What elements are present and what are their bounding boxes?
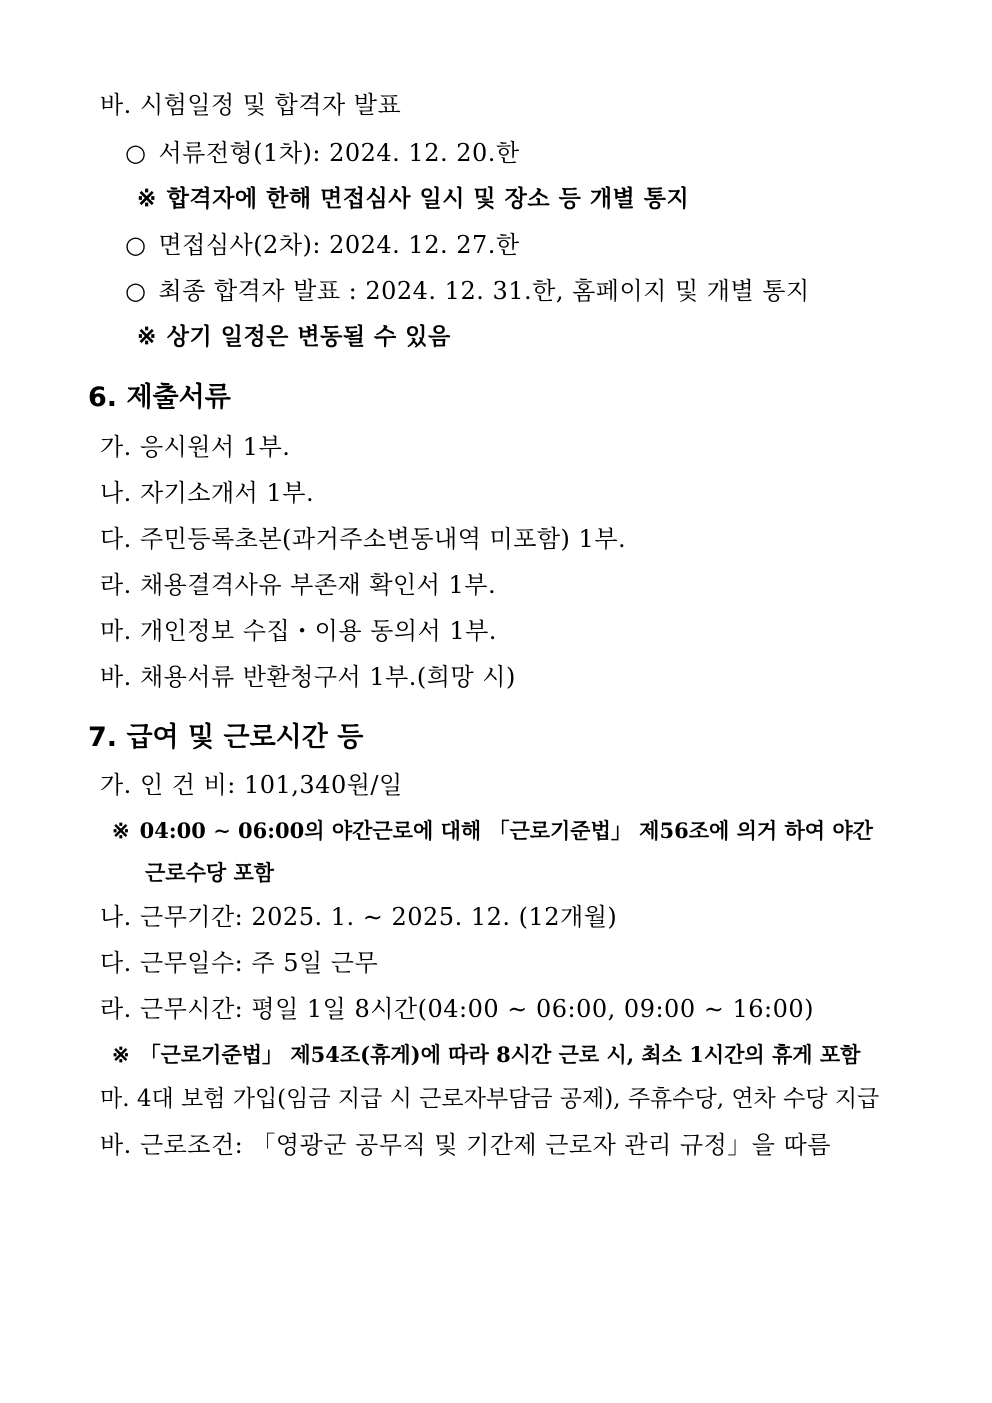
schedule-item-text: 최종 합격자 발표 : 2024. 12. 31.한, 홈페이지 및 개별 통지 [158, 277, 810, 305]
reference-mark-icon: ※ [112, 1042, 130, 1067]
note-text: 합격자에 한해 면접심사 일시 및 장소 등 개별 통지 [166, 185, 690, 212]
note-text: 상기 일정은 변동될 수 있음 [166, 323, 451, 350]
section7-note-night-work-continued: 근로수당 포함 [145, 860, 275, 885]
section7-item-work-hours: 라. 근무시간: 평일 1일 8시간(04:00 ∼ 06:00, 09:00 ∼ 16:00) [100, 995, 814, 1023]
note-text: 「근로기준법」 제54조(휴게)에 따라 8시간 근로 시, 최소 1시간의 휴게 포함 [139, 1042, 861, 1067]
schedule-title: 바. 시험일정 및 합격자 발표 [100, 91, 402, 119]
schedule-item-text: 면접심사(2차): 2024. 12. 27.한 [158, 231, 520, 259]
section7-item-work-conditions: 바. 근로조건: 「영광군 공무직 및 기간제 근로자 관리 규정」을 따름 [100, 1131, 831, 1159]
note-text: 04:00 ∼ 06:00의 야간근로에 대해 「근로기준법」 제56조에 의거 하여 야간 [139, 818, 873, 843]
section7-heading: 7. 급여 및 근로시간 등 [88, 722, 364, 753]
section7-item-insurance: 마. 4대 보험 가입(임금 지급 시 근로자부담금 공제), 주휴수당, 연차 수당 지급 [100, 1086, 880, 1112]
schedule-item-text: 서류전형(1차): 2024. 12. 20.한 [158, 139, 520, 167]
reference-mark-icon: ※ [137, 323, 157, 350]
section6-item: 마. 개인정보 수집・이용 동의서 1부. [100, 617, 497, 645]
section6-item: 나. 자기소개서 1부. [100, 479, 315, 507]
section6-item: 라. 채용결격사유 부존재 확인서 1부. [100, 571, 497, 599]
section7-note-break-time [112, 1040, 860, 1070]
reference-mark-icon: ※ [112, 818, 130, 843]
schedule-item-document-screening [125, 138, 520, 168]
section7-item-work-period: 나. 근무기간: 2025. 1. ∼ 2025. 12. (12개월) [100, 903, 618, 931]
circle-bullet-icon: ○ [125, 139, 147, 167]
section6-item: 바. 채용서류 반환청구서 1부.(희망 시) [100, 663, 516, 691]
circle-bullet-icon: ○ [125, 277, 147, 305]
section7-item-labor-cost: 가. 인 건 비: 101,340원/일 [100, 771, 403, 799]
reference-mark-icon: ※ [137, 185, 157, 212]
schedule-item-interview [125, 230, 520, 260]
schedule-note-subject-to-change [137, 322, 451, 352]
section7-item-work-days: 다. 근무일수: 주 5일 근무 [100, 949, 379, 977]
section7-note-night-work [112, 816, 873, 846]
circle-bullet-icon: ○ [125, 231, 147, 259]
schedule-item-final-announcement [125, 276, 810, 306]
schedule-note-interview-notice [137, 184, 689, 214]
section6-item: 다. 주민등록초본(과거주소변동내역 미포함) 1부. [100, 525, 627, 553]
section6-heading: 6. 제출서류 [88, 382, 231, 413]
section6-item: 가. 응시원서 1부. [100, 433, 291, 461]
